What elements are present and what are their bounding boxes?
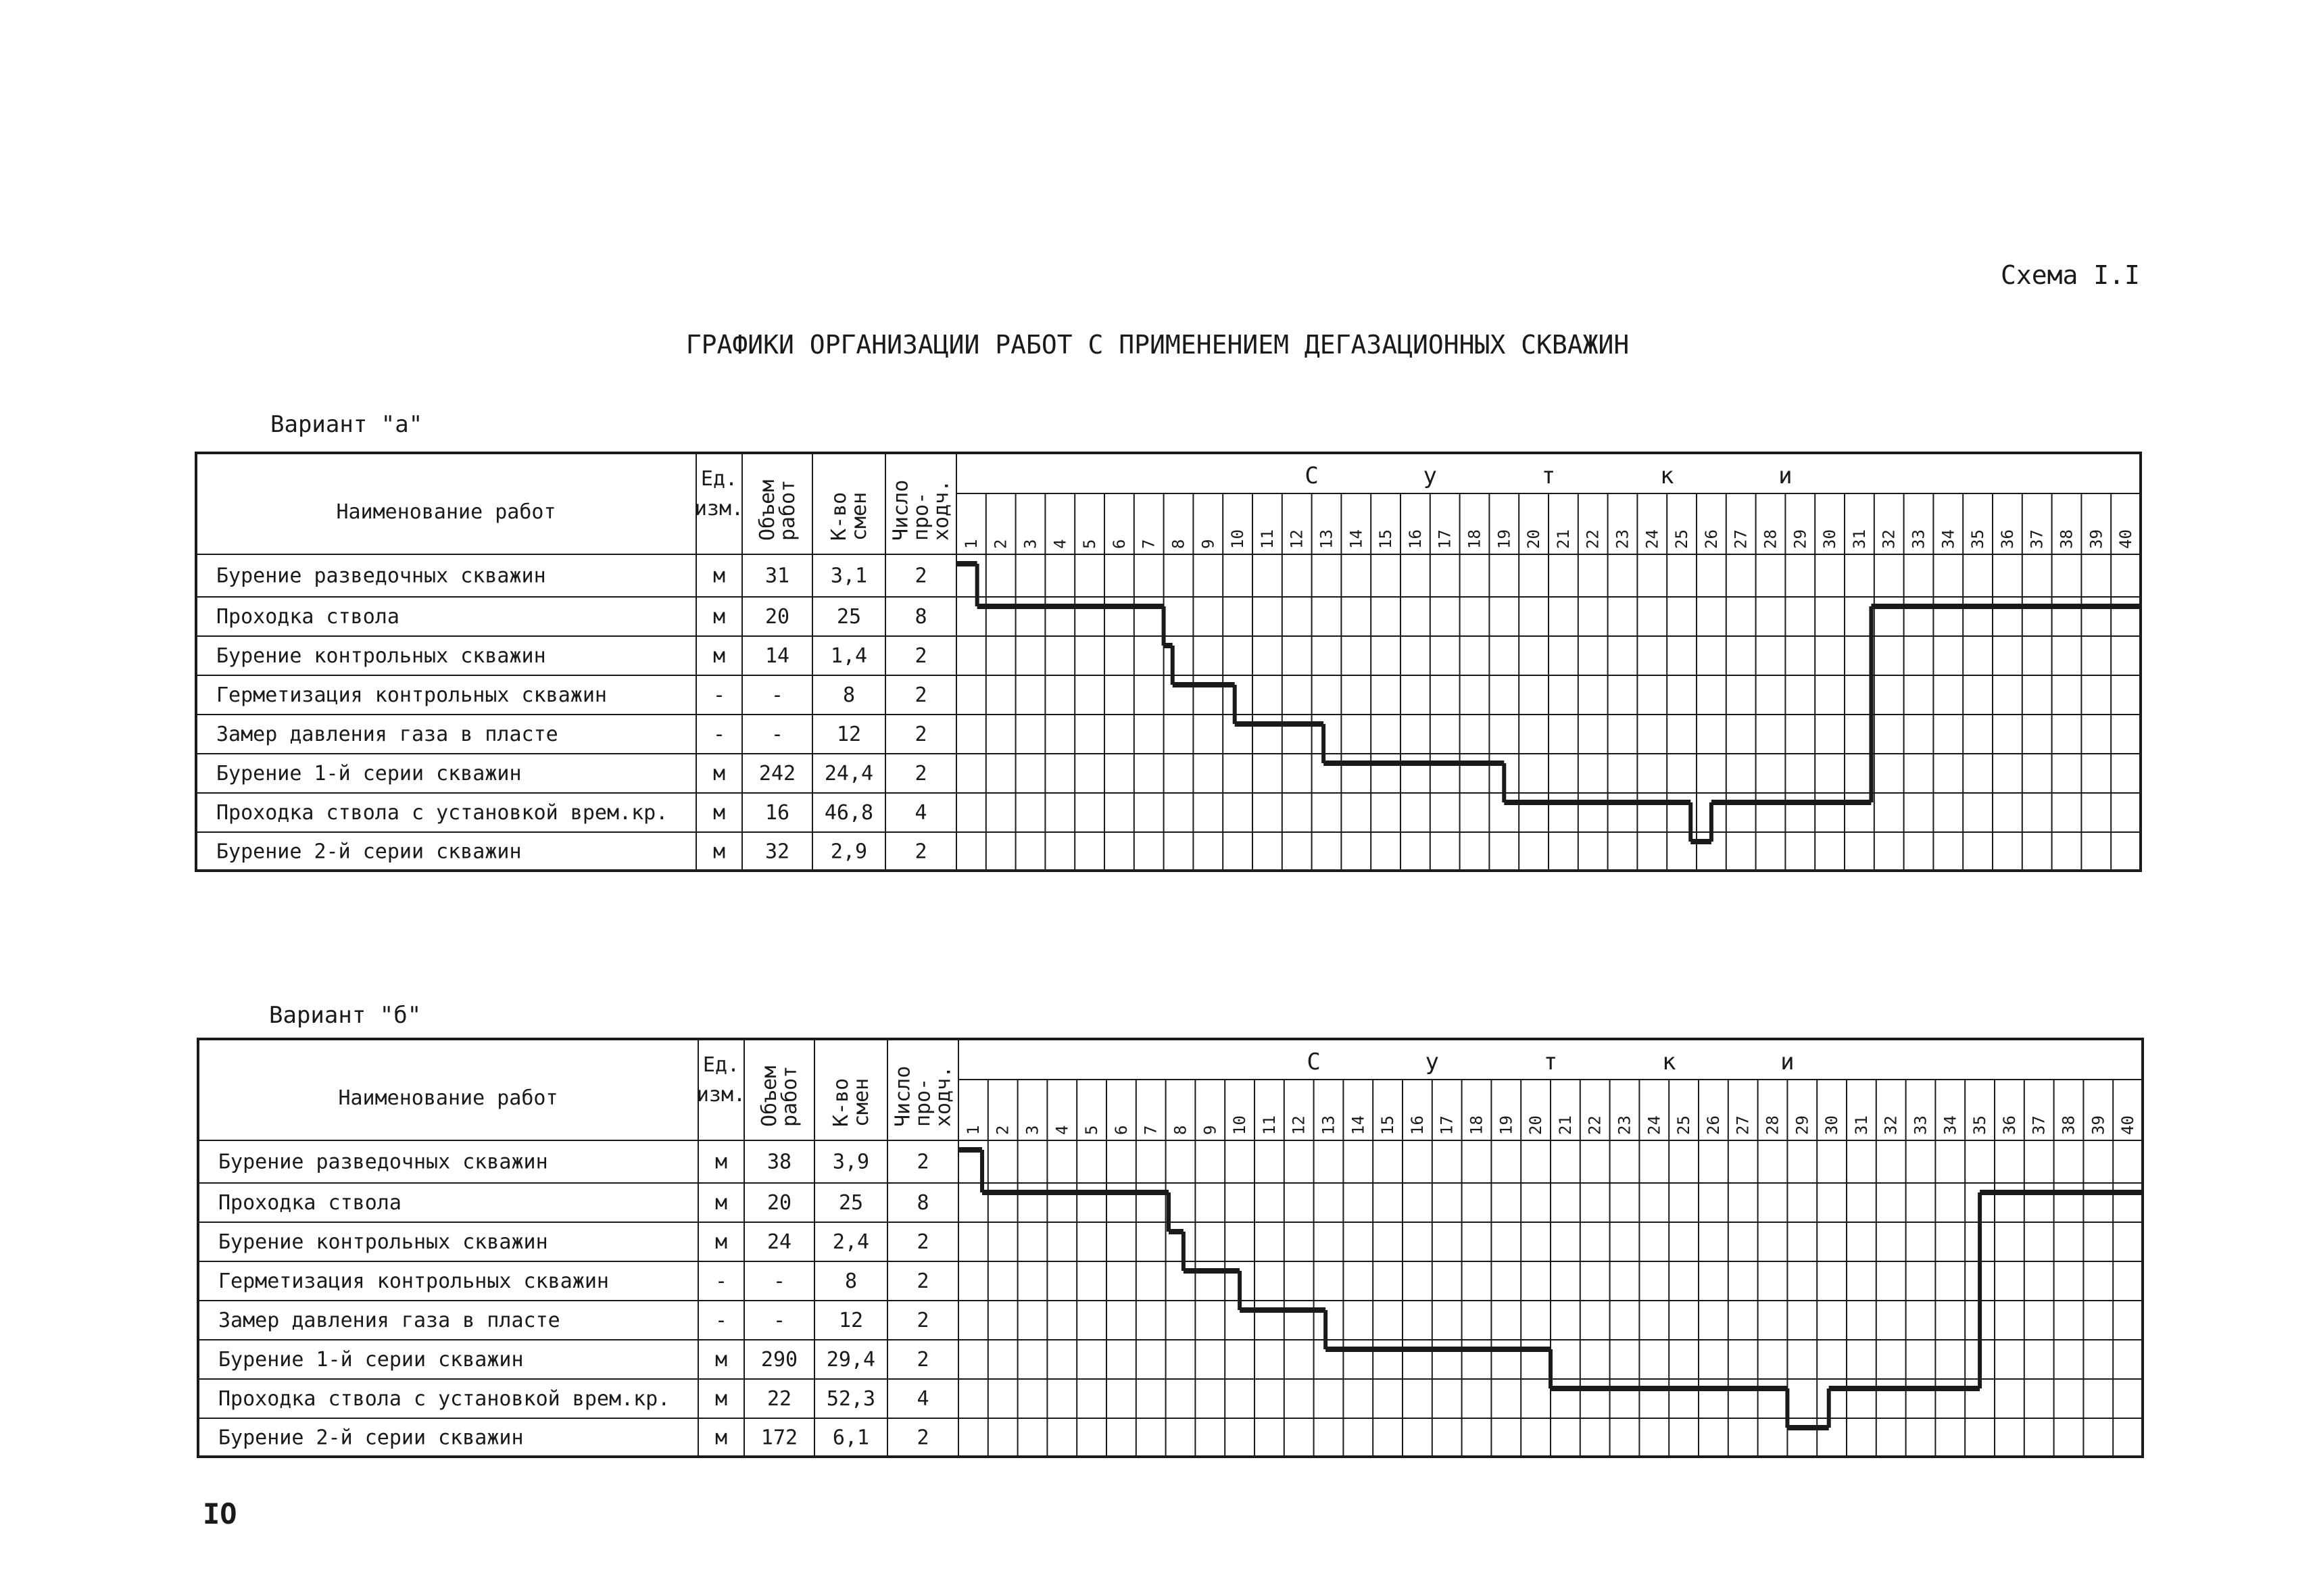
work-volume: 290: [760, 1348, 798, 1372]
day-number: 31: [1851, 1115, 1871, 1135]
variant-a-label: Вариант "а": [270, 411, 423, 438]
day-number: 6: [1109, 539, 1129, 549]
gantt-bar: [1551, 1386, 1787, 1391]
work-workers: 2: [915, 683, 927, 707]
day-number: 40: [2118, 1115, 2138, 1135]
gantt-bar: [956, 561, 977, 566]
day-number: 33: [1909, 529, 1928, 549]
schedule-table-variant-a: [196, 453, 2143, 886]
page-number: IO: [203, 1497, 237, 1530]
day-number: 17: [1435, 529, 1455, 549]
gantt-bar: [977, 604, 1164, 609]
day-number: 21: [1553, 529, 1573, 549]
header-unit-line1: Ед.: [702, 1053, 740, 1077]
gantt-bar: [982, 1190, 1169, 1195]
day-number: 35: [1968, 529, 1988, 549]
gantt-connector: [1502, 763, 1506, 802]
day-number: 5: [1082, 1125, 1102, 1135]
day-number: 16: [1407, 1115, 1427, 1135]
day-number: 38: [2057, 529, 2076, 549]
work-shifts: 25: [838, 1191, 864, 1215]
work-shifts: 12: [838, 1309, 864, 1332]
work-workers: 2: [915, 564, 927, 588]
days-header-letter: к: [1661, 1048, 1676, 1075]
work-unit: м: [714, 1348, 728, 1372]
work-shifts: 2,9: [830, 840, 868, 864]
day-number: 23: [1615, 1115, 1634, 1135]
gantt-bar: [1787, 1425, 1828, 1430]
day-number: 10: [1230, 1115, 1250, 1135]
work-name: Бурение 2-й серии скважин: [218, 1426, 524, 1450]
work-name: Бурение 1-й серии скважин: [218, 1348, 524, 1372]
days-header-letter: т: [1543, 1048, 1558, 1075]
gantt-bar: [1235, 721, 1323, 727]
day-number: 21: [1555, 1115, 1575, 1135]
work-unit: м: [712, 762, 726, 785]
work-volume: 172: [760, 1426, 798, 1450]
work-volume: 32: [764, 840, 790, 864]
header-workers-line: Число: [891, 1065, 915, 1127]
day-number: 7: [1141, 1125, 1161, 1135]
gantt-bar: [1690, 839, 1711, 844]
gantt-connector: [1181, 1232, 1186, 1271]
day-number: 14: [1348, 1115, 1368, 1135]
header-name: Наименование работ: [336, 500, 556, 524]
day-number: 13: [1319, 1115, 1338, 1135]
day-number: 10: [1228, 529, 1248, 549]
day-number: 3: [1023, 1125, 1042, 1135]
work-name: Проходка ствола с установкой врем.кр.: [216, 801, 668, 825]
day-number: 14: [1346, 529, 1366, 549]
gantt-bar: [1980, 1190, 2143, 1195]
day-number: 26: [1701, 529, 1721, 549]
day-number: 6: [1111, 1125, 1131, 1135]
work-name: Бурение разведочных скважин: [216, 564, 546, 588]
day-number: 40: [2116, 529, 2136, 549]
gantt-connector: [1549, 1349, 1553, 1388]
day-number: 8: [1171, 1125, 1190, 1135]
work-unit: м: [712, 605, 726, 629]
day-number: 26: [1703, 1115, 1723, 1135]
day-number: 32: [1879, 529, 1899, 549]
day-number: 39: [2089, 1115, 2108, 1135]
day-number: 7: [1139, 539, 1159, 549]
day-number: 16: [1405, 529, 1425, 549]
day-number: 24: [1642, 529, 1662, 549]
work-name: Бурение 2-й серии скважин: [216, 840, 522, 864]
gantt-bar: [1184, 1268, 1240, 1274]
days-header-letter: и: [1780, 1048, 1795, 1075]
day-number: 11: [1257, 529, 1277, 549]
work-unit: -: [712, 683, 726, 707]
day-number: 27: [1731, 529, 1751, 549]
day-number: 29: [1793, 1115, 1812, 1135]
day-number: 15: [1376, 529, 1396, 549]
header-workers-line: ходч.: [929, 479, 954, 541]
day-number: 19: [1496, 1115, 1516, 1135]
work-volume: -: [773, 1309, 786, 1332]
day-number: 4: [1052, 1125, 1072, 1135]
header-shifts: [829, 1078, 873, 1127]
gantt-bar: [1169, 1229, 1184, 1234]
work-shifts: 24,4: [824, 762, 874, 785]
day-number: 33: [1911, 1115, 1930, 1135]
work-unit: м: [714, 1387, 728, 1411]
gantt-connector: [1162, 606, 1166, 646]
work-shifts: 8: [844, 1269, 858, 1293]
day-number: 2: [993, 1125, 1013, 1135]
work-shifts: 46,8: [824, 801, 874, 825]
day-number: 32: [1881, 1115, 1901, 1135]
work-shifts: 8: [842, 683, 856, 707]
gantt-bar: [1504, 800, 1690, 805]
day-number: 12: [1287, 529, 1307, 549]
gantt-bar: [1173, 682, 1235, 687]
work-workers: 8: [915, 605, 927, 629]
work-shifts: 1,4: [830, 644, 868, 668]
header-workers: [890, 480, 954, 541]
day-number: 22: [1583, 529, 1603, 549]
days-header-letter: у: [1423, 462, 1438, 489]
header-shifts-line: К-во: [829, 1078, 853, 1127]
header-volume-line: Объем: [756, 479, 779, 541]
work-workers: 2: [915, 840, 927, 864]
day-number: 37: [2027, 529, 2047, 549]
header-workers-line: про-: [911, 1078, 935, 1127]
gantt-connector: [1323, 1310, 1327, 1349]
header-volume: [756, 480, 800, 541]
work-volume: -: [773, 1269, 786, 1293]
header-workers: [892, 1066, 956, 1127]
work-shifts: 2,4: [832, 1230, 870, 1254]
day-number: 18: [1465, 529, 1484, 549]
work-workers: 2: [915, 644, 927, 668]
day-number: 36: [1997, 529, 2017, 549]
work-unit: м: [712, 840, 726, 864]
header-volume-line: работ: [776, 479, 800, 541]
header-name: Наименование работ: [338, 1086, 558, 1110]
gantt-connector: [975, 564, 979, 606]
gantt-connector: [1978, 1192, 1982, 1388]
day-number: 35: [1970, 1115, 1990, 1135]
work-name: Проходка ствола: [218, 1191, 401, 1215]
work-name: Замер давления газа в пласте: [216, 723, 558, 746]
work-volume: 14: [764, 644, 790, 668]
day-number: 28: [1763, 1115, 1782, 1135]
work-name: Герметизация контрольных скважин: [218, 1269, 609, 1293]
days-header-letter: С: [1307, 1048, 1321, 1075]
work-volume: 31: [764, 564, 790, 588]
day-number: 24: [1644, 1115, 1664, 1135]
scheme-label: Схема I.I: [2001, 260, 2140, 290]
gantt-connector: [1167, 1192, 1171, 1232]
work-workers: 2: [917, 1150, 929, 1174]
work-shifts: 52,3: [826, 1387, 876, 1411]
day-number: 39: [2087, 529, 2106, 549]
gantt-connector: [1709, 802, 1713, 842]
header-volume: [758, 1066, 802, 1127]
work-name: Бурение разведочных скважин: [218, 1150, 548, 1174]
header-shifts-line: смен: [850, 1078, 873, 1127]
day-number: 9: [1200, 1125, 1220, 1135]
work-workers: 4: [915, 801, 927, 825]
work-workers: 2: [917, 1309, 929, 1332]
work-shifts: 25: [836, 605, 862, 629]
work-workers: 8: [917, 1191, 929, 1215]
work-unit: м: [712, 644, 726, 668]
day-number: 9: [1198, 539, 1218, 549]
work-unit: м: [714, 1150, 728, 1174]
work-volume: -: [771, 723, 784, 746]
day-number: 25: [1674, 1115, 1694, 1135]
work-unit: -: [714, 1269, 728, 1293]
work-name: Бурение контрольных скважин: [218, 1230, 548, 1254]
header-volume-line: работ: [778, 1065, 802, 1127]
header-shifts: [827, 492, 871, 541]
days-header-letter: у: [1425, 1048, 1440, 1075]
work-unit: м: [712, 801, 726, 825]
days-header-letter: С: [1305, 462, 1319, 489]
work-workers: 2: [915, 723, 927, 746]
day-number: 36: [1999, 1115, 2019, 1135]
day-number: 28: [1761, 529, 1780, 549]
gantt-bar: [1829, 1386, 1980, 1391]
work-volume: 20: [764, 605, 790, 629]
day-number: 20: [1526, 1115, 1546, 1135]
work-name: Герметизация контрольных скважин: [216, 683, 607, 707]
work-volume: 16: [764, 801, 790, 825]
work-volume: 38: [766, 1150, 792, 1174]
day-number: 8: [1169, 539, 1188, 549]
work-name: Бурение 1-й серии скважин: [216, 762, 522, 785]
day-number: 4: [1050, 539, 1070, 549]
work-name: Бурение контрольных скважин: [216, 644, 546, 668]
header-shifts-line: К-во: [827, 491, 851, 541]
work-workers: 2: [917, 1348, 929, 1372]
work-unit: -: [712, 723, 726, 746]
day-number: 15: [1378, 1115, 1398, 1135]
header-shifts-line: смен: [848, 491, 871, 541]
header-unit-line2: изм.: [696, 1083, 746, 1107]
gantt-connector: [1827, 1388, 1831, 1428]
day-number: 31: [1849, 529, 1869, 549]
day-number: 34: [1941, 1115, 1960, 1135]
page-title: ГРАФИКИ ОРГАНИЗАЦИИ РАБОТ С ПРИМЕНЕНИЕМ ДЕГАЗАЦИОННЫХ СКВАЖИН: [685, 330, 1630, 360]
work-workers: 2: [917, 1269, 929, 1293]
work-unit: м: [712, 564, 726, 588]
day-number: 20: [1524, 529, 1544, 549]
work-workers: 4: [917, 1387, 929, 1411]
work-workers: 2: [917, 1230, 929, 1254]
day-number: 18: [1467, 1115, 1486, 1135]
gantt-connector: [980, 1150, 984, 1192]
header-volume-line: Объем: [758, 1065, 781, 1127]
day-number: 22: [1585, 1115, 1605, 1135]
gantt-connector: [1238, 1271, 1242, 1310]
gantt-connector: [1785, 1388, 1789, 1428]
days-header-letter: и: [1778, 462, 1793, 489]
work-shifts: 3,9: [832, 1150, 870, 1174]
work-name: Замер давления газа в пласте: [218, 1309, 560, 1332]
gantt-connector: [1321, 724, 1325, 763]
gantt-bar: [1711, 800, 1872, 805]
work-name: Проходка ствола с установкой врем.кр.: [218, 1387, 671, 1411]
gantt-bar: [958, 1147, 982, 1153]
day-number: 17: [1437, 1115, 1457, 1135]
schedule-table-variant-b: [198, 1039, 2145, 1472]
days-header-letter: т: [1541, 462, 1556, 489]
gantt-bar: [1325, 1347, 1551, 1352]
gantt-connector: [1233, 685, 1237, 724]
day-number: 5: [1080, 539, 1100, 549]
variant-b-label: Вариант "б": [269, 1002, 422, 1029]
gantt-bar: [1240, 1307, 1325, 1313]
work-shifts: 12: [836, 723, 862, 746]
day-number: 29: [1790, 529, 1810, 549]
gantt-connector: [1171, 646, 1175, 685]
work-volume: 242: [758, 762, 796, 785]
work-volume: 22: [766, 1387, 792, 1411]
work-volume: 24: [766, 1230, 792, 1254]
gantt-connector: [1688, 802, 1692, 842]
day-number: 1: [963, 1125, 983, 1135]
work-shifts: 6,1: [832, 1426, 870, 1450]
day-number: 12: [1289, 1115, 1309, 1135]
work-shifts: 29,4: [826, 1348, 876, 1372]
header-unit-line1: Ед.: [700, 467, 738, 491]
day-number: 25: [1672, 529, 1692, 549]
day-number: 30: [1822, 1115, 1842, 1135]
work-unit: м: [714, 1191, 728, 1215]
days-header-letter: к: [1659, 462, 1674, 489]
work-unit: м: [714, 1230, 728, 1254]
work-workers: 2: [917, 1426, 929, 1450]
work-volume: 20: [766, 1191, 792, 1215]
day-number: 13: [1317, 529, 1336, 549]
gantt-bar: [1871, 604, 2141, 609]
work-shifts: 3,1: [830, 564, 868, 588]
day-number: 27: [1733, 1115, 1753, 1135]
day-number: 11: [1259, 1115, 1279, 1135]
day-number: 30: [1820, 529, 1840, 549]
header-workers-line: Число: [889, 479, 913, 541]
gantt-bar: [1323, 760, 1504, 766]
header-unit-line2: изм.: [694, 497, 744, 521]
day-number: 34: [1939, 529, 1958, 549]
day-number: 3: [1021, 539, 1040, 549]
day-number: 19: [1494, 529, 1514, 549]
day-number: 38: [2059, 1115, 2078, 1135]
header-workers-line: ходч.: [931, 1065, 956, 1127]
gantt-connector: [1869, 606, 1873, 802]
day-number: 23: [1613, 529, 1632, 549]
day-number: 1: [961, 539, 981, 549]
work-volume: -: [771, 683, 784, 707]
work-workers: 2: [915, 762, 927, 785]
header-workers-line: про-: [909, 491, 933, 541]
work-unit: м: [714, 1426, 728, 1450]
day-number: 37: [2029, 1115, 2049, 1135]
work-name: Проходка ствола: [216, 605, 399, 629]
work-unit: -: [714, 1309, 728, 1332]
day-number: 2: [991, 539, 1010, 549]
